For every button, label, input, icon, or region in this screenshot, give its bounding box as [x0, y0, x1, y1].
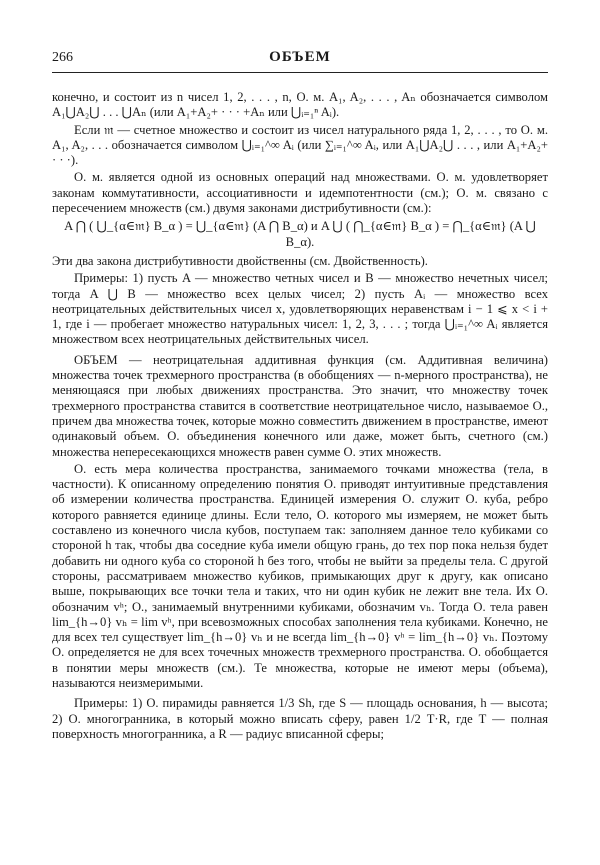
paragraph-union-laws: О. м. является одной из основных операций над множествами. О. м. удовлетворяет законам коммутативности, ассоциативности и идемпотентности (см.); О. м. связано с пересечением множеств (см.) двумя законами дистрибутивности (см.):: [52, 170, 548, 216]
page-number: 266: [52, 50, 73, 65]
paragraph-duality: Эти два закона дистрибутивности двойственны (см. Двойственность).: [52, 253, 428, 268]
distributive-laws-formula: A ⋂ ( ⋃_{α∈𝔪} B_α ) = ⋃_{α∈𝔪} (A ⋂ B_α) и A ⋃ ( ⋂_{α∈𝔪} B_α ) = ⋂_{α∈𝔪} (A ⋃ B_α).: [64, 219, 536, 249]
running-head: ОБЪЕМ: [269, 49, 331, 65]
paragraph-volume-definition: ОБЪЕМ — неотрицательная аддитивная функция (см. Аддитивная величина) множества точек трехмерного пространства (в обобщениях — n-мерного пространства), не меняющаяся при любых движениях пространства. Это значит, что множеству точек трехмерного пространства ставится в соответствие неотрицательное число, называемое О., причем два множества точек, которые можно совместить движением в пространстве, имеют одинаковый объем. О. объединения конечного или даже, может быть, счетного (см.) множества непересекающихся множеств равен сумме О. этих множеств.: [52, 352, 548, 459]
paragraph-union-notation-finite: конечно, и состоит из n чисел 1, 2, . . . , n, О. м. A₁, A₂, . . . , Aₙ обозначается символом A₁⋃A₂⋃ . . . ⋃Aₙ (или A₁+A₂+ · · · +Aₙ или ⋃ᵢ₌₁ⁿ Aᵢ).: [52, 90, 548, 120]
paragraph-union-notation-countable: Если 𝔪 — счетное множество и состоит из чисел натурального ряда 1, 2, . . . , то О. м. A₁, A₂, . . . обозначается символом ⋃ᵢ₌₁^∞ Aᵢ (или ∑ᵢ₌₁^∞ Aᵢ, или A₁⋃A₂⋃ . . . , или A₁+A₂+ · · ·).: [52, 122, 548, 168]
paragraph-volume-measure: О. есть мера количества пространства, занимаемого точками множества (тела, в частности). К описанному определению понятия О. приводят интуитивные представления об измерении количества пространства. Единицей измерения О. служит О. куба, ребро которого равняется единице длины. Если тело, О. которого мы измеряем, не может быть составлено из конечного числа кубов, поступаем так: заполняем данное тело кубиками со стороной h так, чтобы два соседние куба имели общую грань, до тех пор пока нельзя будет добавить ни одного куба со стороной h без того, чтобы не выйти за пределы тела. С другой стороны, рассматриваем множество кубиков, примыкающих друг к другу, как описано выше, покрывающих все точки тела и таких, что ни один кубик не лежит вне тела. Их О. обозначим vʰ; О., занимаемый внутренними кубиками, обозначим vₕ. Тогда О. тела равен lim_{h→0} vₕ = lim vʰ, при всевозможных способах заполнения тела кубиками. Конечно, не для всех тел существует lim_{h→0} vₕ и не всегда lim_{h→0} vʰ = lim_{h→0} vₕ. Поэтому О. определяется не для всех точечных множеств трехмерного пространства. О. обобщается в понятии меры множеств (см.). Те множества, которые не имеют меры (объема), называются неизмеримыми.: [52, 461, 548, 690]
paragraph-volume-examples: Примеры: 1) О. пирамиды равняется 1/3 Sh, где S — площадь основания, h — высота; 2) О. многогранника, в который можно вписать сферу, равен 1/2 T·R, где T — полная поверхность многогранника, а R — радиус вписанной сферы;: [52, 696, 548, 741]
article-body: [52, 90, 548, 744]
page-header: [52, 48, 548, 73]
paragraph-union-examples: Примеры: 1) пусть A — множество четных чисел и B — множество нечетных чисел; тогда A ⋃ B — множество всех целых чисел; 2) пусть Aᵢ — множество всех неотрицательных действительных чисел x, удовлетворяющих неравенствам i − 1 ⩽ x < i + 1, где i — пробегает множество натуральных чисел: 1, 2, 3, . . . ; тогда ⋃ᵢ₌₁^∞ Aᵢ является множеством всех неотрицательных действительных чисел.: [52, 271, 548, 347]
